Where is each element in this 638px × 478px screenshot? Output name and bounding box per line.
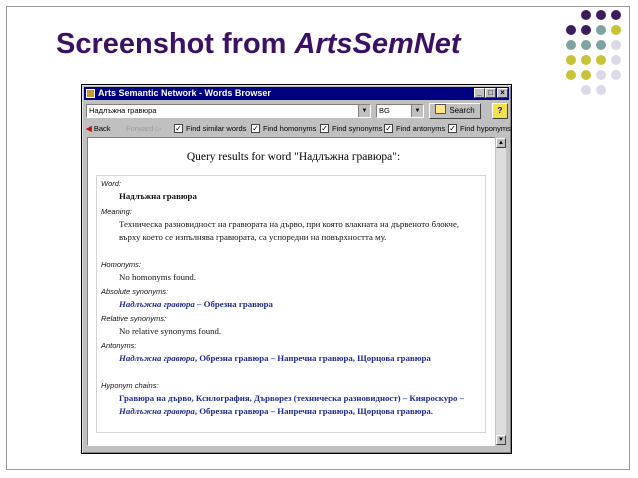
decorative-dot bbox=[566, 70, 576, 80]
hyponym-link[interactable]: Надлъжна гравюра bbox=[119, 406, 195, 416]
decorative-dot bbox=[611, 10, 621, 20]
decorative-dot bbox=[566, 25, 576, 35]
minimize-button[interactable]: _ bbox=[474, 88, 485, 98]
checkbox-homonyms-label: Find homonyms bbox=[263, 124, 317, 133]
word-value: Надлъжна гравюра bbox=[119, 191, 197, 201]
language-value: BG bbox=[379, 106, 390, 115]
checkbox-hyponyms[interactable]: ✓ bbox=[449, 124, 456, 133]
antonym-link[interactable]: Надлъжна гравюра bbox=[119, 353, 195, 363]
decorative-dot bbox=[581, 85, 591, 95]
decorative-dot bbox=[611, 40, 621, 50]
help-button[interactable] bbox=[492, 103, 508, 119]
slide-title-prefix: Screenshot from bbox=[56, 28, 295, 60]
checkbox-synonyms-label: Find synonyms bbox=[332, 124, 383, 133]
search-button-label: Search bbox=[449, 106, 475, 115]
checkbox-hyponyms-label: Find hyponyms bbox=[460, 124, 511, 133]
checkbox-antonyms-label: Find antonyms bbox=[396, 124, 446, 133]
forward-arrow-icon: ▷ bbox=[155, 124, 162, 133]
close-button[interactable]: × bbox=[497, 88, 508, 98]
decorative-dot bbox=[581, 10, 591, 20]
chevron-down-icon[interactable]: ▼ bbox=[358, 105, 370, 117]
window-title: Arts Semantic Network - Words Browser bbox=[98, 88, 271, 98]
checkbox-similar-words[interactable]: ✓ bbox=[175, 124, 182, 133]
homonyms-value: No homonyms found. bbox=[119, 272, 196, 282]
decorative-dot bbox=[611, 55, 621, 65]
results-heading: Query results for word "Надлъжна гравюра": bbox=[186, 151, 401, 163]
decorative-dot bbox=[581, 55, 591, 65]
absolute-synonyms-label: Absolute synonyms: bbox=[101, 287, 169, 296]
antonyms-label: Antonyms: bbox=[101, 341, 137, 350]
chevron-down-icon[interactable]: ▼ bbox=[411, 105, 423, 117]
decorative-dot bbox=[581, 25, 591, 35]
checkbox-homonyms[interactable]: ✓ bbox=[252, 124, 259, 133]
meaning-value: Техническа разновидност на гравюрата на дърво, при която влакната на дървеното блокче, върху което се изпълнява гравюрата, са успоредни на повърхността му. bbox=[119, 219, 460, 242]
query-toolbar bbox=[86, 103, 510, 120]
decorative-dot-grid bbox=[566, 10, 636, 106]
absolute-synonyms-value bbox=[119, 298, 474, 311]
help-icon: ? bbox=[497, 106, 503, 115]
hyponym-chains-value bbox=[119, 392, 474, 418]
decorative-dot bbox=[596, 70, 606, 80]
vertical-scrollbar[interactable] bbox=[495, 137, 507, 446]
forward-button[interactable] bbox=[126, 122, 161, 135]
language-select[interactable] bbox=[376, 104, 424, 118]
decorative-dot bbox=[596, 85, 606, 95]
app-icon bbox=[86, 89, 95, 98]
checkbox-antonyms[interactable]: ✓ bbox=[385, 124, 392, 133]
synonym-link[interactable]: Надлъжна гравюра bbox=[119, 299, 195, 309]
hyponym-part2[interactable]: , Обрезна гравюра – Напречна гравюра, Щорцова гравюра. bbox=[194, 406, 433, 416]
decorative-dot bbox=[581, 70, 591, 80]
checkbox-synonyms[interactable]: ✓ bbox=[321, 124, 328, 133]
maximize-button[interactable]: □ bbox=[485, 88, 496, 98]
scroll-up-icon[interactable]: ▲ bbox=[496, 138, 506, 148]
search-button[interactable] bbox=[429, 103, 481, 119]
decorative-dot bbox=[596, 55, 606, 65]
word-label: Word: bbox=[101, 179, 122, 188]
hyponym-part1[interactable]: Гравюра на дърво, Ксилография, Дърворез (техническа разновидност) – Кияроскуро – bbox=[119, 393, 464, 403]
slide-title bbox=[56, 28, 461, 61]
decorative-dot bbox=[566, 55, 576, 65]
relative-synonyms-label: Relative synonyms: bbox=[101, 314, 167, 323]
search-icon bbox=[435, 104, 446, 114]
window-titlebar[interactable] bbox=[84, 87, 509, 100]
decorative-dot bbox=[596, 10, 606, 20]
decorative-dot bbox=[596, 40, 606, 50]
checkbox-similar-words-label: Find similar words bbox=[186, 124, 247, 133]
back-label: Back bbox=[93, 124, 111, 133]
hyponym-chains-label: Hyponym chains: bbox=[101, 381, 159, 390]
results-panel bbox=[96, 175, 486, 433]
antonyms-value bbox=[119, 352, 474, 365]
synonym-rest[interactable]: – Обрезна гравюра bbox=[194, 299, 273, 309]
homonyms-label: Homonyms: bbox=[101, 260, 142, 269]
scroll-down-icon[interactable]: ▼ bbox=[496, 435, 506, 445]
decorative-dot bbox=[566, 40, 576, 50]
results-pane bbox=[87, 137, 500, 446]
decorative-dot bbox=[611, 70, 621, 80]
word-query-value: Надлъжна гравюра bbox=[89, 106, 157, 115]
slide-title-app: ArtsSemNet bbox=[294, 28, 461, 60]
decorative-dot bbox=[581, 40, 591, 50]
options-toolbar bbox=[86, 122, 510, 135]
forward-label: Forward bbox=[126, 124, 154, 133]
antonym-rest[interactable]: , Обрезна гравюра – Напречна гравюра, Щорцова гравюра bbox=[194, 353, 431, 363]
words-browser-window bbox=[81, 84, 512, 454]
back-arrow-icon: ◀ bbox=[86, 124, 92, 133]
decorative-dot bbox=[611, 25, 621, 35]
relative-synonyms-value: No relative synonyms found. bbox=[119, 326, 222, 336]
meaning-label: Meaning: bbox=[101, 207, 132, 216]
word-query-combobox[interactable] bbox=[86, 104, 371, 118]
back-button[interactable] bbox=[86, 122, 111, 135]
decorative-dot bbox=[596, 25, 606, 35]
